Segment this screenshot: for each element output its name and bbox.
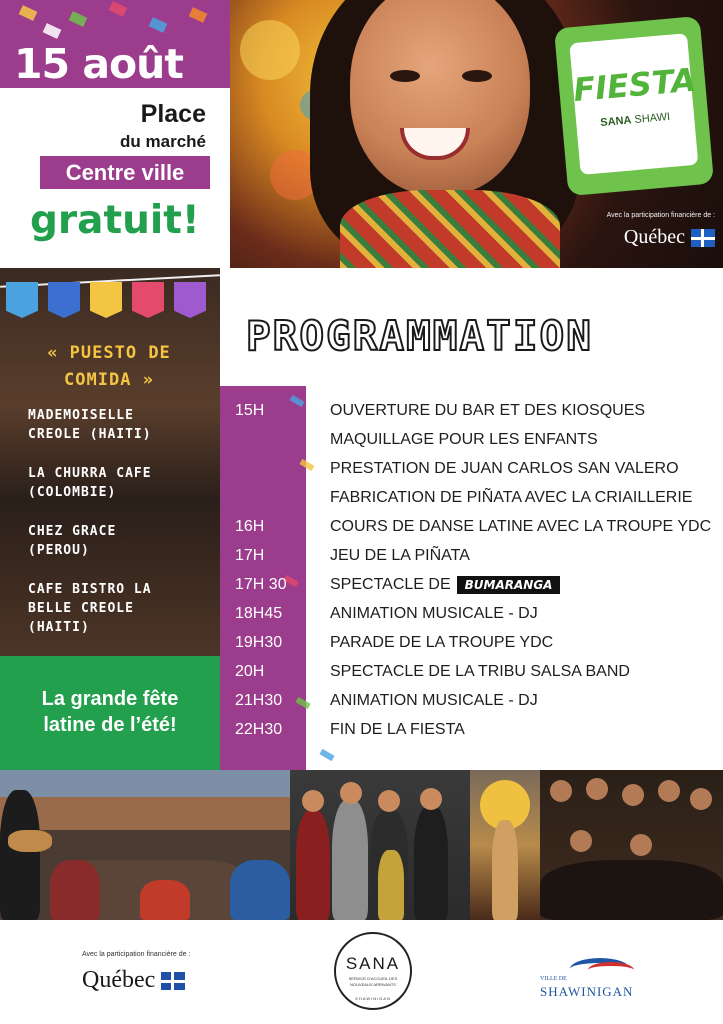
program-event: PARADE DE LA TROUPE YDC <box>330 634 554 651</box>
footer-quebec-name: Québec <box>82 967 156 993</box>
crowd-photo <box>0 770 290 920</box>
band-photo <box>290 770 470 920</box>
header-panel <box>0 0 230 268</box>
food-title <box>14 340 204 394</box>
vendor-line: (COLOMBIE) <box>28 485 117 500</box>
program-event: MAQUILLAGE POUR LES ENFANTS <box>330 431 598 448</box>
program-title: PROGRAMMATION <box>246 312 593 360</box>
fiesta-logo-sub-bold: SANA <box>599 114 632 129</box>
hero-photo <box>230 0 723 268</box>
program-time: 20H <box>235 663 265 680</box>
fiesta-logo <box>554 16 714 196</box>
shawinigan-name: SHAWINIGAN <box>540 984 634 999</box>
hero-quebec-name: Québec <box>623 226 685 248</box>
event-date: 15 août <box>14 40 183 88</box>
program-event: ANIMATION MUSICALE - DJ <box>330 605 538 622</box>
vendor-item <box>28 406 213 444</box>
vendor-line: CAFE BISTRO LA <box>28 582 152 597</box>
program-event: JEU DE LA PIÑATA <box>330 547 470 564</box>
program-event: ANIMATION MUSICALE - DJ <box>330 692 538 709</box>
program-event-text: SPECTACLE DE <box>330 576 451 594</box>
quebec-flag-icon <box>161 972 185 990</box>
program-time: 19H30 <box>235 634 283 651</box>
program-event: PRESTATION DE JUAN CARLOS SAN VALERO <box>330 460 679 477</box>
place-highlight: Centre ville <box>40 156 210 189</box>
program-time: 16H <box>235 518 265 535</box>
program-event: OUVERTURE DU BAR ET DES KIOSQUES <box>330 402 646 419</box>
bunting-flag-icon <box>174 282 206 318</box>
vendor-item <box>28 464 213 502</box>
vendor-line: MADEMOISELLE <box>28 408 134 423</box>
program-time: 21H30 <box>235 692 283 709</box>
program-event: COURS DE DANSE LATINE AVEC LA TROUPE YDC <box>330 518 712 535</box>
program-time: 17H 30 <box>235 576 287 593</box>
eye-shape <box>390 70 420 82</box>
vendor-item <box>28 522 213 560</box>
program-event <box>330 576 560 594</box>
vendor-line: (PEROU) <box>28 543 90 558</box>
quebec-flag-icon <box>691 229 715 247</box>
fiesta-logo-word: FIESTA <box>571 60 698 110</box>
bumaranga-badge: BUMARANGA <box>457 576 561 594</box>
price-label: gratuit! <box>30 198 200 243</box>
vendor-line: BELLE CREOLE <box>28 601 134 616</box>
shawinigan-swoosh-icon <box>588 962 634 978</box>
shawinigan-ville: VILLE DE <box>540 976 567 982</box>
tagline-banner <box>0 656 220 770</box>
footer-quebec-logo <box>82 967 185 994</box>
footer <box>0 920 723 1024</box>
food-title-line2: COMIDA » <box>64 370 154 390</box>
food-panel <box>0 268 220 656</box>
tagline-line2: latine de l’été! <box>43 714 177 736</box>
program-time: 18H45 <box>235 605 283 622</box>
tagline-line1: La grande fête <box>41 688 179 710</box>
fiesta-logo-sub <box>576 109 695 131</box>
program-time: 15H <box>235 402 265 419</box>
eye-shape <box>462 70 492 82</box>
fiesta-logo-inner <box>569 33 698 175</box>
bunting-flag-icon <box>6 282 38 318</box>
food-title-line1: « PUESTO DE <box>47 343 171 363</box>
program-event: FABRICATION DE PIÑATA AVEC LA CRIAILLERIE <box>330 489 693 506</box>
sana-logo <box>334 932 412 1010</box>
dress-shape <box>340 190 560 268</box>
vendor-item <box>28 580 213 637</box>
face-shape <box>350 0 530 195</box>
program-time: 17H <box>235 547 265 564</box>
bunting-flag-icon <box>132 282 164 318</box>
place-line2: du marché <box>120 132 206 151</box>
bunting-flag-icon <box>90 282 122 318</box>
vendor-line: CHEZ GRACE <box>28 524 117 539</box>
place-line1: Place <box>140 100 206 128</box>
vendor-line: CREOLE (HAITI) <box>28 427 152 442</box>
sana-logo-city: SHAWINIGAN <box>355 996 391 1001</box>
hero-funding-caption: Avec la participation financière de : <box>606 212 715 219</box>
bunting-flag-icon <box>48 282 80 318</box>
program-event: SPECTACLE DE LA TRIBU SALSA BAND <box>330 663 630 680</box>
photo-strip <box>0 770 723 920</box>
sana-logo-sub: SERVICE D'ACCUEIL DES NOUVEAUX ARRIVANTS <box>348 976 398 987</box>
shawinigan-logo <box>540 958 650 1008</box>
vendor-line: LA CHURRA CAFE <box>28 466 152 481</box>
hero-quebec-logo <box>624 226 715 249</box>
sana-logo-word: SANA <box>345 954 401 973</box>
date-band <box>0 0 230 88</box>
fiesta-logo-sub-rest: SHAWI <box>633 110 671 126</box>
vendor-line: (HAITI) <box>28 620 90 635</box>
group-photo <box>540 770 723 920</box>
footer-funding-caption: Avec la participation financière de : <box>82 951 191 958</box>
program-event: FIN DE LA FIESTA <box>330 721 465 738</box>
program-time: 22H30 <box>235 721 283 738</box>
dancer-photo <box>470 770 540 920</box>
